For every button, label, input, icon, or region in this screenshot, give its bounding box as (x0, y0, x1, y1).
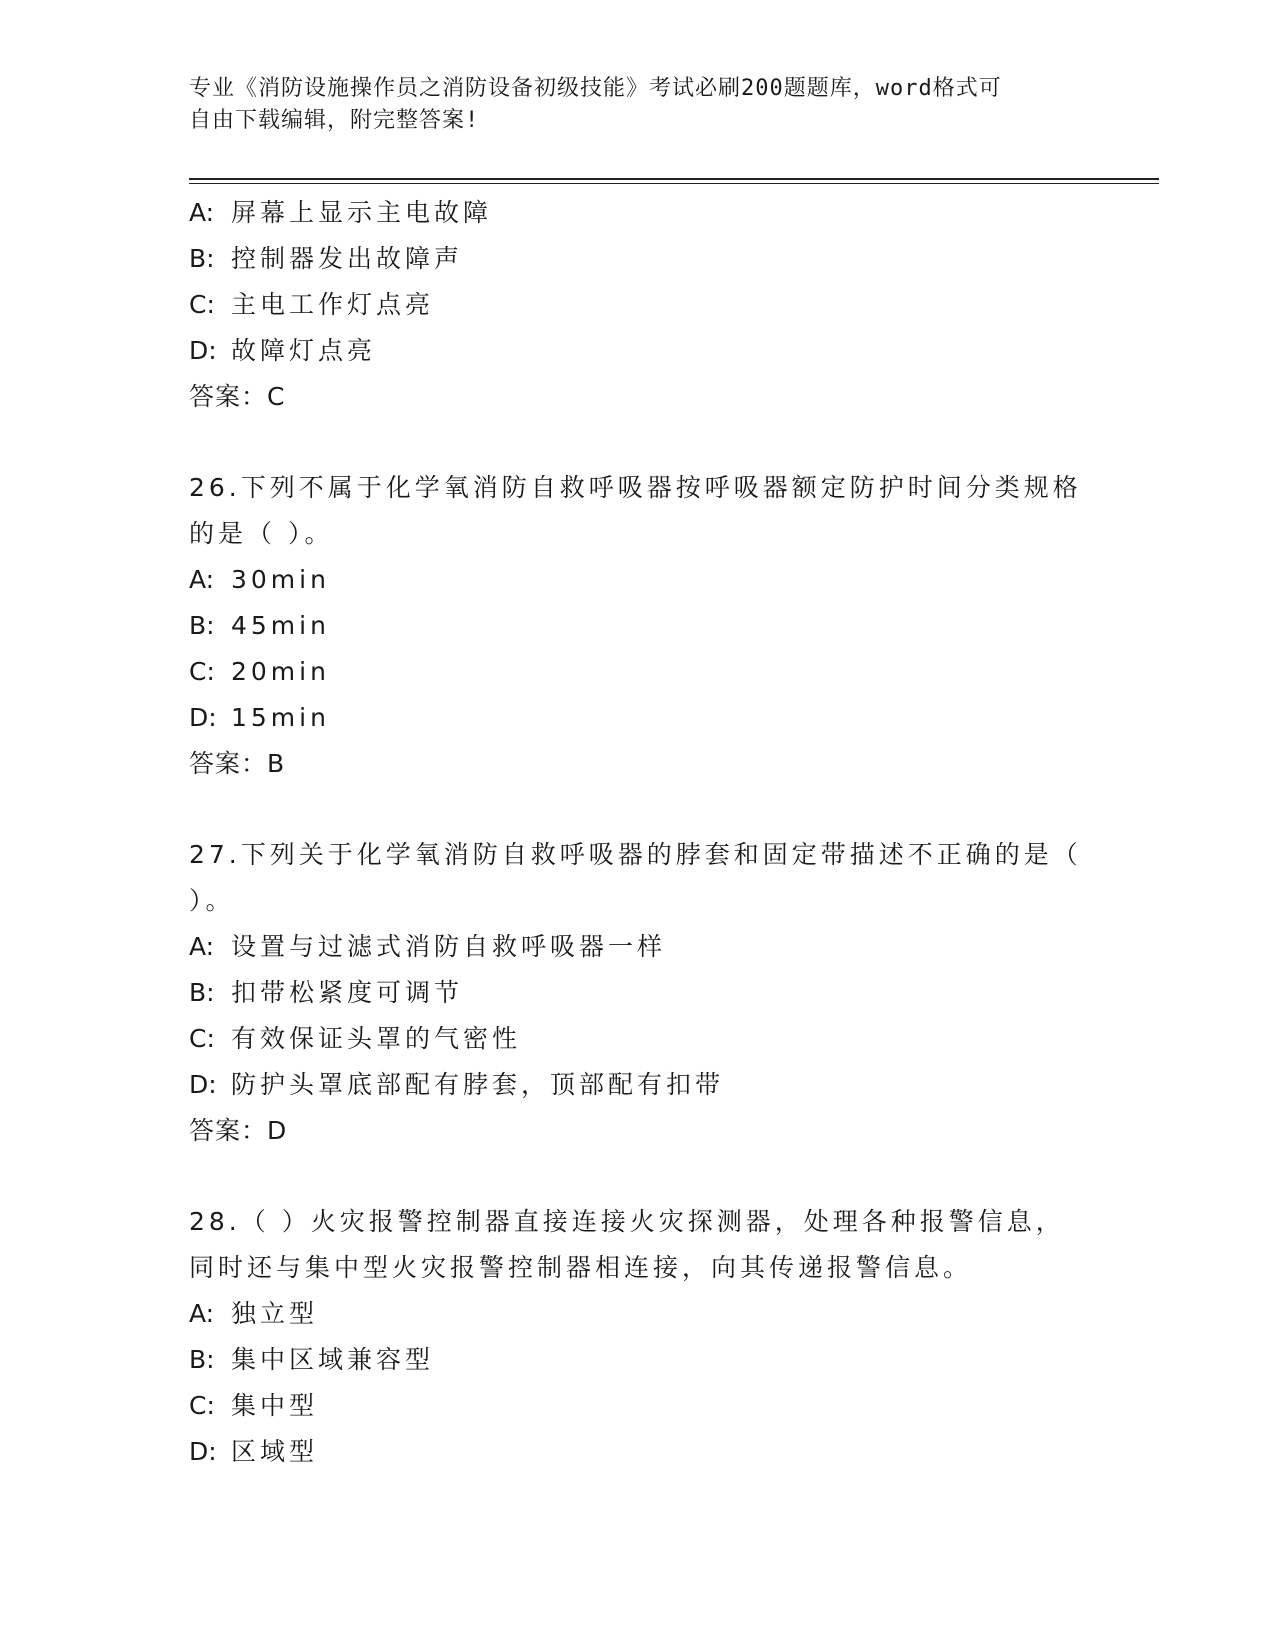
option-a (189, 1291, 1089, 1337)
option-b (189, 1337, 1089, 1383)
option-b (189, 970, 1089, 1016)
option-letter: C: (189, 290, 215, 319)
option-letter: A: (189, 198, 215, 227)
option-a (189, 557, 1089, 603)
option-d (189, 1062, 1089, 1108)
option-letter: A: (189, 1299, 215, 1328)
option-a (189, 924, 1089, 970)
option-text: 控制器发出故障声 (231, 244, 464, 273)
option-letter: D: (189, 703, 217, 732)
answer-line: 答案：D (189, 1116, 288, 1145)
header-line-2: 自由下载编辑，附完整答案! (189, 108, 480, 133)
question-stem-line-2: ）。 (189, 886, 235, 915)
option-text: 15min (231, 703, 330, 732)
option-letter: D: (189, 1437, 217, 1466)
option-text: 独立型 (231, 1299, 319, 1328)
option-d (189, 1429, 1089, 1475)
option-text: 防护头罩底部配有脖套，顶部配有扣带 (231, 1070, 725, 1099)
question-stem-line-1: 28.（ ）火灾报警控制器直接连接火灾探测器，处理各种报警信息， (189, 1207, 1065, 1236)
question-25 (189, 190, 1089, 420)
option-text: 45min (231, 611, 330, 640)
option-letter: B: (189, 244, 215, 273)
option-text: 20min (231, 657, 330, 686)
document-header (189, 73, 1089, 137)
option-letter: D: (189, 336, 217, 365)
option-c (189, 1383, 1089, 1429)
option-c (189, 1016, 1089, 1062)
option-text: 主电工作灯点亮 (231, 290, 435, 319)
option-d (189, 328, 1089, 374)
question-28 (189, 1199, 1089, 1475)
option-c (189, 282, 1089, 328)
header-divider (189, 178, 1159, 184)
option-b (189, 603, 1089, 649)
option-a (189, 190, 1089, 236)
option-letter: C: (189, 657, 215, 686)
question-content (189, 190, 1089, 1475)
option-letter: B: (189, 611, 215, 640)
question-26 (189, 465, 1089, 787)
option-text: 集中区域兼容型 (231, 1345, 435, 1374)
header-line-1: 专业《消防设施操作员之消防设备初级技能》考试必刷200题题库，word格式可 (189, 76, 1002, 101)
option-letter: C: (189, 1024, 215, 1053)
option-text: 故障灯点亮 (231, 336, 377, 365)
spacer (189, 420, 1089, 465)
option-letter: A: (189, 565, 215, 594)
option-text: 30min (231, 565, 330, 594)
question-stem-line-1: 27.下列关于化学氧消防自救呼吸器的脖套和固定带描述不正确的是（ (189, 840, 1082, 869)
option-text: 有效保证头罩的气密性 (231, 1024, 522, 1053)
answer-line: 答案：B (189, 749, 286, 778)
option-letter: D: (189, 1070, 217, 1099)
option-letter: C: (189, 1391, 215, 1420)
answer-line: 答案：C (189, 382, 286, 411)
option-c (189, 649, 1089, 695)
option-text: 屏幕上显示主电故障 (231, 198, 493, 227)
spacer (189, 1154, 1089, 1199)
option-text: 设置与过滤式消防自救呼吸器一样 (231, 932, 667, 961)
option-text: 集中型 (231, 1391, 319, 1420)
question-stem-line-2: 同时还与集中型火灾报警控制器相连接，向其传递报警信息。 (189, 1253, 973, 1282)
option-b (189, 236, 1089, 282)
option-text: 扣带松紧度可调节 (231, 978, 464, 1007)
option-letter: B: (189, 978, 215, 1007)
question-stem-line-1: 26.下列不属于化学氧消防自救呼吸器按呼吸器额定防护时间分类规格 (189, 473, 1082, 502)
option-letter: A: (189, 932, 215, 961)
question-27 (189, 832, 1089, 1154)
option-d (189, 695, 1089, 741)
question-stem-line-2: 的是（ ）。 (189, 519, 334, 548)
spacer (189, 787, 1089, 832)
option-text: 区域型 (231, 1437, 319, 1466)
option-letter: B: (189, 1345, 215, 1374)
